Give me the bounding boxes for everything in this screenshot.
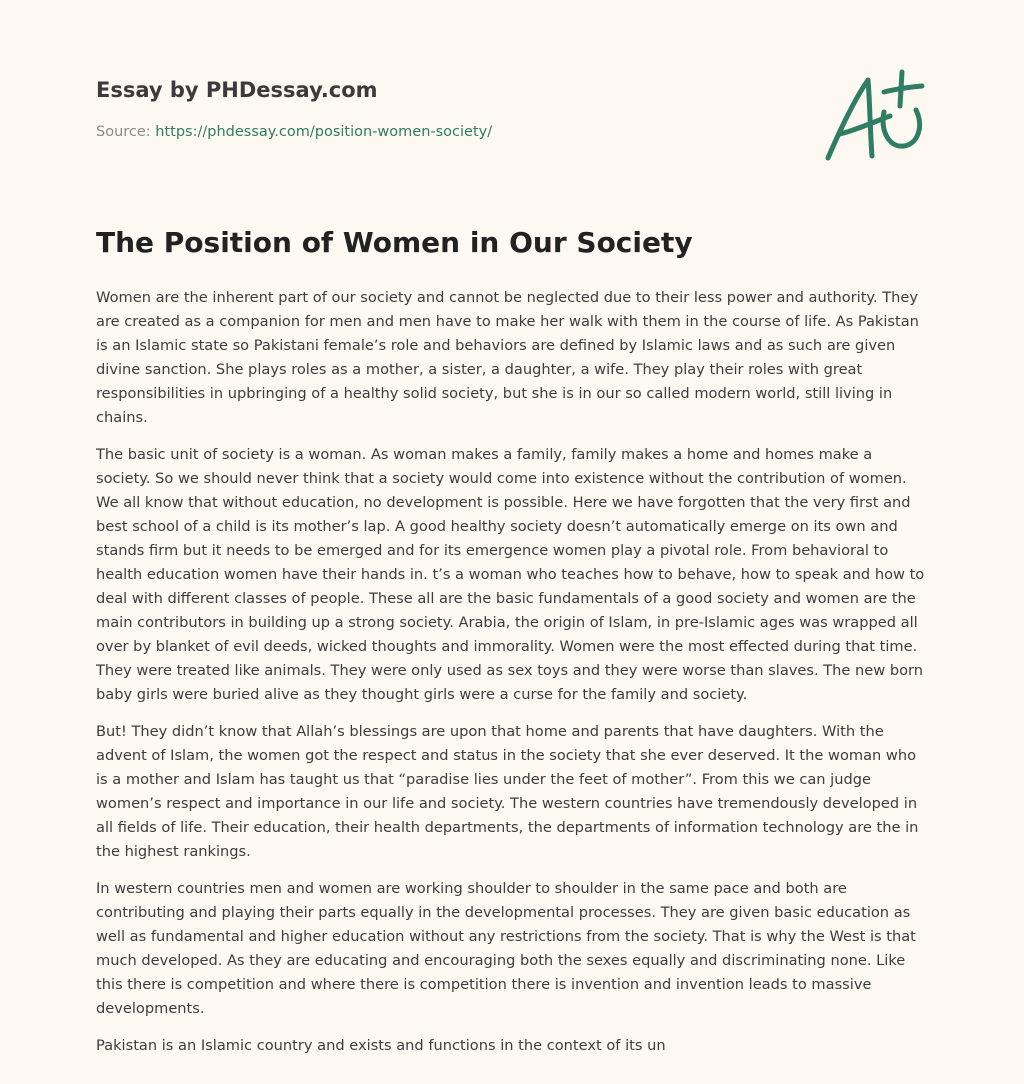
source-line bbox=[96, 124, 492, 140]
paragraph: Women are the inherent part of our society and cannot be neglected due to their less power and authority. They are created as a companion for men and men have to make her walk with them in the course of life. As Pakistan is an Islamic state so Pakistani female’s role and behaviors are defined by Islamic laws and as such are given divine sanction. She plays roles as a mother, a sister, a daughter, a wife. They play their roles with great responsibilities in upbringing of a healthy solid society, but she is in our so called modern world, still living in chains. bbox=[96, 289, 919, 426]
source-link[interactable]: https://phdessay.com/position-women-society/ bbox=[155, 124, 493, 140]
paragraph: In western countries men and women are working shoulder to shoulder in the same pace and both are contributing and playing their parts equally in the developmental processes. They are given basic education as well as fundamental and higher education without any restrictions from the society. That is why the West is that much developed. As they are educating and encouraging both the sexes equally and discriminating none. Like this there is competition and where there is competition there is invention and invention leads to massive developments. bbox=[96, 880, 916, 1017]
source-label: Source: bbox=[96, 124, 156, 140]
paragraph: The basic unit of society is a woman. As woman makes a family, family makes a home and homes make a society. So we should never think that a society would come into existence without the contribution of women. We all know that without education, no development is possible. Here we have forgotten that the very first and best school of a child is its mother’s lap. A good healthy society doesn’t automatically emerge on its own and stands firm but it needs to be emerged and for its emergence women play a pivotal role. From behavioral to health education women have their hands in. t’s a woman who teaches how to behave, how to speak and how to deal with different classes of people. These all are the basic fundamentals of a good society and women are the main contributors in building up a strong society. Arabia, the origin of Islam, in pre-Islamic ages was wrapped all over by blanket of evil deeds, wicked thoughts and immorality. Women were the most effected during that time. They were treated like animals. They were only used as sex toys and they were worse than slaves. The new born baby girls were buried alive as they thought girls were a curse for the family and society. bbox=[96, 446, 925, 703]
essay-body bbox=[96, 286, 930, 1071]
a-plus-logo-icon bbox=[818, 64, 930, 168]
paragraph: Pakistan is an Islamic country and exists and functions in the context of its un bbox=[96, 1037, 666, 1054]
brand-title: Essay by PHDessay.com bbox=[96, 78, 378, 102]
paragraph: But! They didn’t know that Allah’s blessings are upon that home and parents that have daughters. With the advent of Islam, the women got the respect and status in the society that she ever deserved. It the woman who is a mother and Islam has taught us that “paradise lies under the feet of mother”. From this we can judge women’s respect and importance in our life and society. The western countries have tremendously developed in all fields of life. Their education, their health departments, the departments of information technology are the in the highest rankings. bbox=[96, 723, 919, 860]
essay-title: The Position of Women in Our Society bbox=[96, 226, 693, 259]
